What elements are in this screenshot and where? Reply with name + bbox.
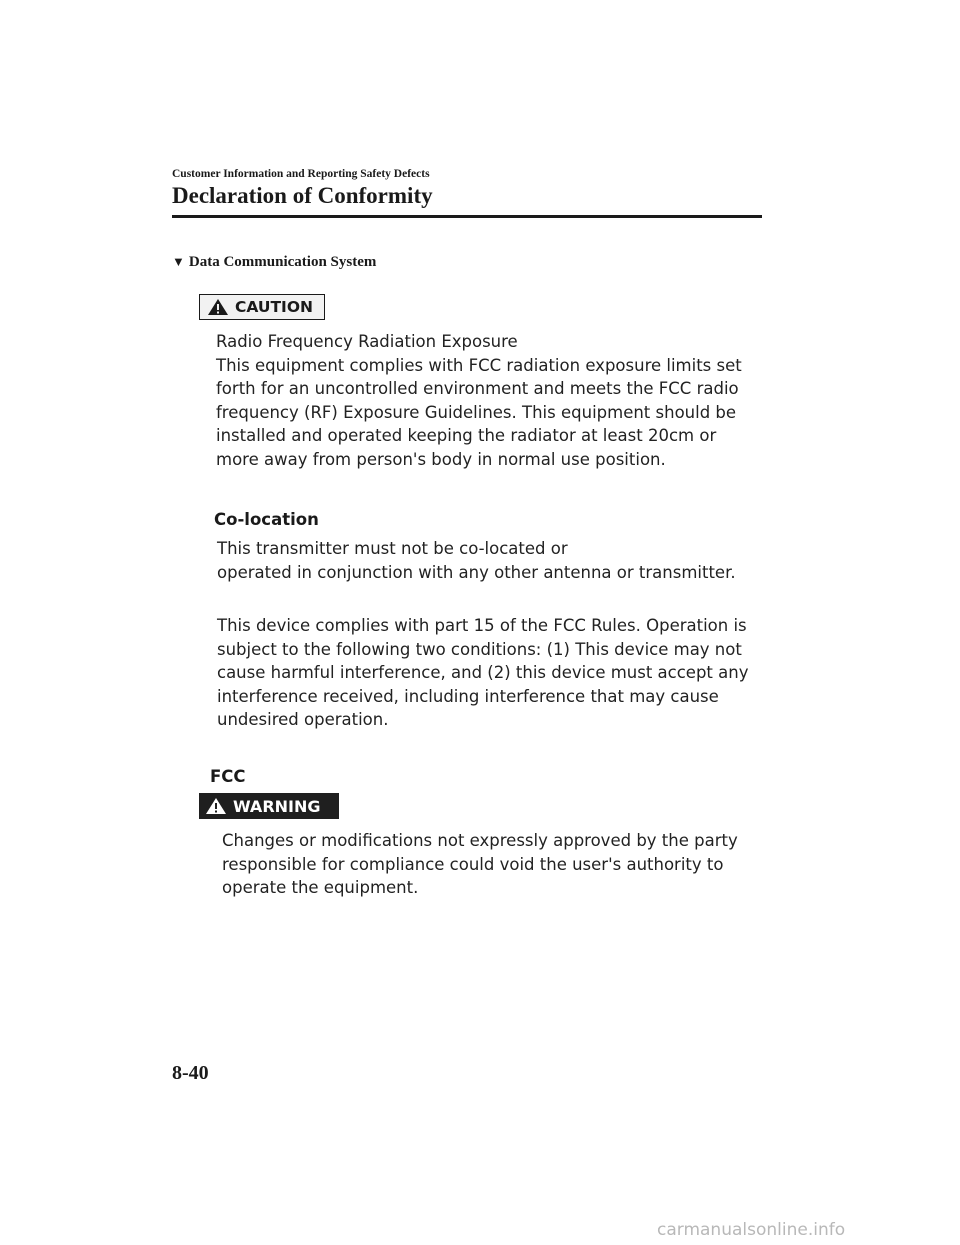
text-line: operated in conjunction with any other antenna or transmitter. <box>217 562 736 582</box>
text-line: forth for an uncontrolled environment and meets the FCC radio <box>216 379 739 398</box>
caution-text <box>216 330 756 471</box>
text-line: This transmitter must not be co-located or <box>217 539 568 558</box>
colocation-heading: Co-location <box>214 510 319 529</box>
text-line: undesired operation. <box>217 710 389 729</box>
warning-triangle-icon <box>205 797 227 815</box>
text-line: responsible for compliance could void the user's authority to <box>222 854 724 874</box>
text-line: interference received, including interference that may cause <box>217 686 719 706</box>
text-line: frequency (RF) Exposure Guidelines. This equipment should be <box>216 402 737 422</box>
page-title: Declaration of Conformity <box>172 183 433 208</box>
text-line: This equipment complies with FCC radiation exposure limits set <box>216 355 742 375</box>
caution-label: CAUTION <box>235 298 313 316</box>
fcc-heading: FCC <box>210 767 246 786</box>
watermark: carmanualsonline.info <box>657 1220 846 1240</box>
text-line: subject to the following two conditions: (1) This device may not <box>217 639 742 659</box>
warning-text <box>222 829 762 900</box>
triangle-down-icon: ▼ <box>172 254 185 269</box>
text-line: Radio Frequency Radiation Exposure <box>216 332 518 351</box>
caution-badge <box>199 294 325 320</box>
section-heading <box>172 254 376 271</box>
colocation-text <box>217 537 757 584</box>
warning-triangle-icon <box>207 298 229 316</box>
text-line: more away from person's body in normal use position. <box>216 449 666 469</box>
fcc-rules-text <box>217 614 757 732</box>
text-line: Changes or modifications not expressly approved by the party <box>222 831 738 850</box>
text-line: cause harmful interference, and (2) this device must accept any <box>217 663 749 682</box>
warning-badge <box>199 793 339 819</box>
text-line: installed and operated keeping the radiator at least 20cm or <box>216 426 717 445</box>
title-divider <box>172 215 762 218</box>
warning-label: WARNING <box>233 796 321 816</box>
page-number: 8-40 <box>172 1062 209 1084</box>
section-heading-label: Data Communication System <box>188 254 377 270</box>
text-line: This device complies with part 15 of the FCC Rules. Operation is <box>217 616 747 635</box>
text-line: operate the equipment. <box>222 878 419 897</box>
breadcrumb: Customer Information and Reporting Safety Defects <box>172 168 430 180</box>
